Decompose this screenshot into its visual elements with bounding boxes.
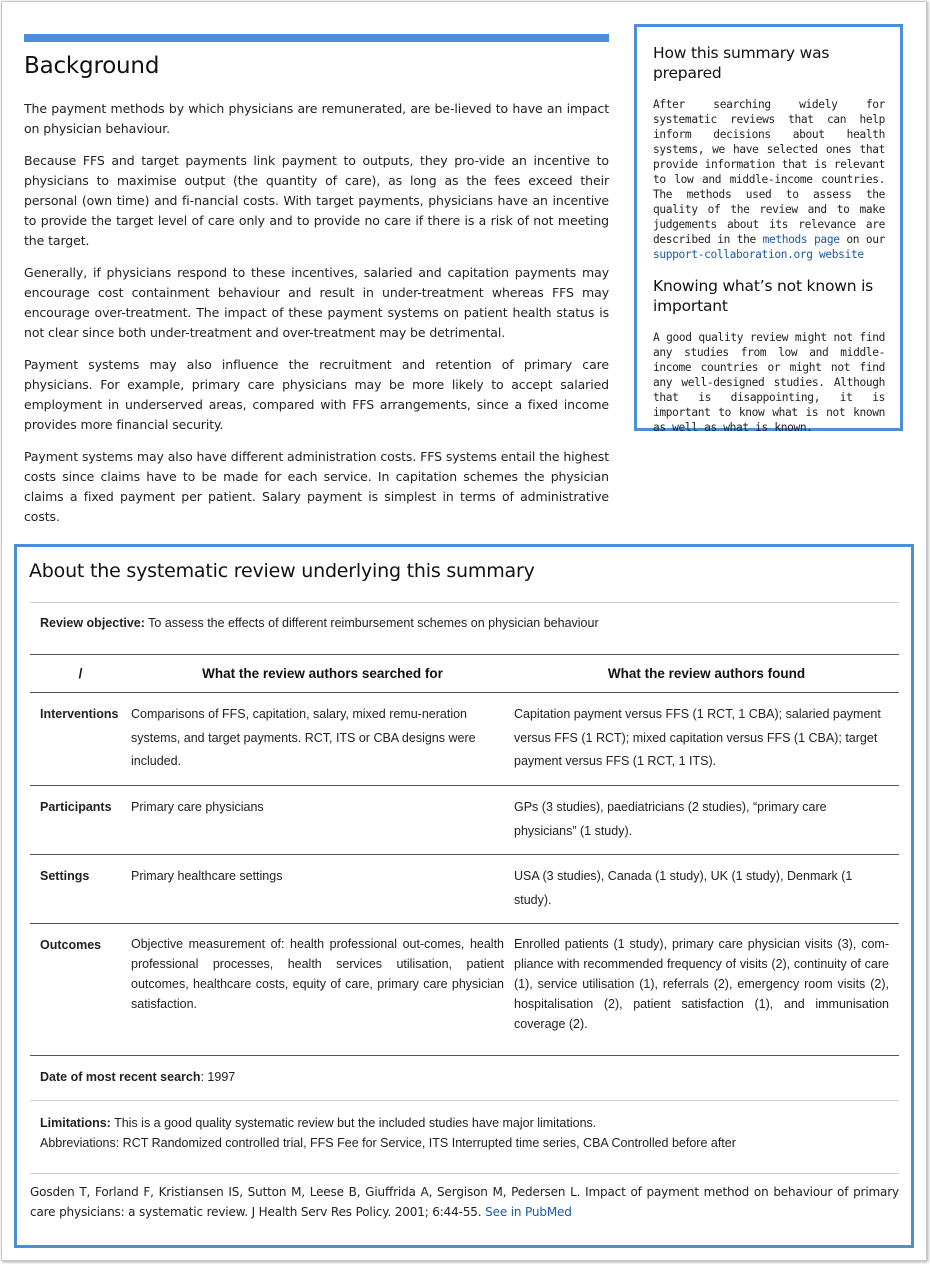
limitations-text: This is a good quality systematic review but the included studies have major limitations. (110, 1115, 597, 1130)
citation-text: Gosden T, Forland F, Kristiansen IS, Sutton M, Leese B, Giuffrida A, Sergison M, Pedersen L. Impact of payment method on behaviour of primary care physicians: a systematic review. J Health Serv Res Policy. 2001; 6:44-55. (30, 1184, 899, 1219)
review-table (30, 654, 899, 1055)
about-review-content (30, 602, 899, 1222)
summary-info-box (634, 24, 903, 434)
not-known-heading: Knowing what’s not known is important (653, 277, 874, 315)
date-value: : 1997 (200, 1069, 236, 1084)
background-paragraphs (24, 99, 609, 527)
background-section (24, 34, 609, 539)
how-prepared-text (653, 97, 885, 262)
background-paragraph: The payment methods by which physicians are remunerated, are be-lieved to have an impact on physician behaviour. (24, 101, 609, 136)
objective-text: To assess the effects of different reimbursement schemes on physician behaviour (144, 616, 599, 630)
row-label: Settings (40, 869, 90, 883)
table-row (30, 924, 899, 1055)
table-row (30, 693, 899, 786)
searched-cell: Objective measurement of: health professional out-comes, health professional processes, health services utilisation, patient outcomes, healthcare costs, equity of care, primary care physician satisfaction. (131, 937, 504, 1011)
not-known-text: A good quality review might not find any studies from low and middle-income countries or might not find any well-designed studies. Although that is disappointing, it is important to know what is not known as well as what is known. (653, 331, 885, 434)
pubmed-link[interactable]: See in PubMed (485, 1204, 572, 1219)
background-paragraph: Payment systems may also influence the recruitment and retention of primary care physicians. For example, primary care physicians may be more likely to accept salaried employment in underserved areas, compared with FFS arrangements, since a fixed income provides more financial security. (24, 357, 609, 432)
found-cell: GPs (3 studies), paediatricians (2 studies), “primary care physicians” (1 study). (514, 800, 827, 838)
how-prepared-text-part: After searching widely for systematic reviews that can help inform decisions about health systems, we have selected ones that provide information that is relevant to low and middle-income countries. The methods used to assess the quality of the review and to make judgements about its relevance are described in the (653, 98, 885, 246)
searched-cell: Comparisons of FFS, capitation, salary, mixed remu-neration systems, and target payments. RCT, ITS or CBA designs were included. (131, 707, 476, 768)
review-objective (30, 603, 899, 654)
table-row (30, 855, 899, 924)
section-rule (24, 34, 609, 42)
background-paragraph: Because FFS and target payments link payment to outputs, they pro-vide an incentive to physicians to maximise output (the quantity of care), as long as the fees exceed their personal (own time) and fi-nancial costs. With target payments, physicians have an incentive to provide the target level of care only and to provide no care if there is a risk of not meeting the target. (24, 153, 609, 248)
searched-cell: Primary care physicians (131, 800, 264, 814)
about-review-title: About the systematic review underlying this summary (29, 560, 535, 582)
background-title: Background (24, 53, 160, 79)
background-paragraph: Payment systems may also have different administration costs. FFS systems entail the highest costs since claims have to be made for each service. In capitation schemes the physician claims a fixed payment per patient. Salary payment is simplest in terms of administrative costs. (24, 449, 609, 524)
how-prepared-heading: How this summary was prepared (653, 44, 830, 82)
found-cell: Capitation payment versus FFS (1 RCT, 1 CBA); salaried payment versus FFS (1 RCT); mixed capitation versus FFS (1 CBA); target payment versus FFS (1 RCT, 1 ITS). (514, 707, 881, 768)
row-label: Outcomes (40, 938, 102, 952)
date-of-search (30, 1056, 899, 1100)
row-label: Participants (40, 800, 112, 814)
limitations (30, 1101, 899, 1173)
table-header-corner: / (78, 666, 83, 681)
found-cell: Enrolled patients (1 study), primary care physician visits (3), com-pliance with recommended frequency of visits (2), continuity of care (1), service utilisation (1), referrals (2), emergency room visits (2), hospitalisation (2), patient satisfaction (1), and immunisation coverage (2). (514, 937, 889, 1031)
systematic-review-box (14, 544, 914, 1248)
citation (30, 1174, 899, 1222)
row-label: Interventions (40, 707, 119, 721)
methods-page-link[interactable]: methods page (762, 233, 840, 246)
table-header-searched: What the review authors searched for (202, 666, 443, 681)
date-label: Date of most recent search (40, 1069, 201, 1084)
table-row (30, 786, 899, 855)
how-prepared-text-part: on our (839, 233, 885, 246)
searched-cell: Primary healthcare settings (131, 869, 283, 883)
support-collaboration-link[interactable]: support-collaboration.org website (653, 248, 864, 261)
table-header-found: What the review authors found (607, 666, 806, 681)
limitations-line (40, 1113, 899, 1133)
background-paragraph: Generally, if physicians respond to these incentives, salaried and capitation payments may encourage cost containment behaviour and result in under-treatment whereas FFS may encourage over-treatment. The impact of these payment systems on patient health status is not clear since both under-treatment and over-treatment may be detrimental. (24, 265, 609, 340)
table-header-row (30, 655, 899, 693)
limitations-label: Limitations: (40, 1115, 111, 1130)
abbreviations: Abbreviations: RCT Randomized controlled trial, FFS Fee for Service, ITS Interrupted time series, CBA Controlled before after (40, 1135, 736, 1150)
found-cell: USA (3 studies), Canada (1 study), UK (1 study), Denmark (1 study). (514, 869, 853, 907)
objective-label: Review objective: (40, 616, 145, 630)
